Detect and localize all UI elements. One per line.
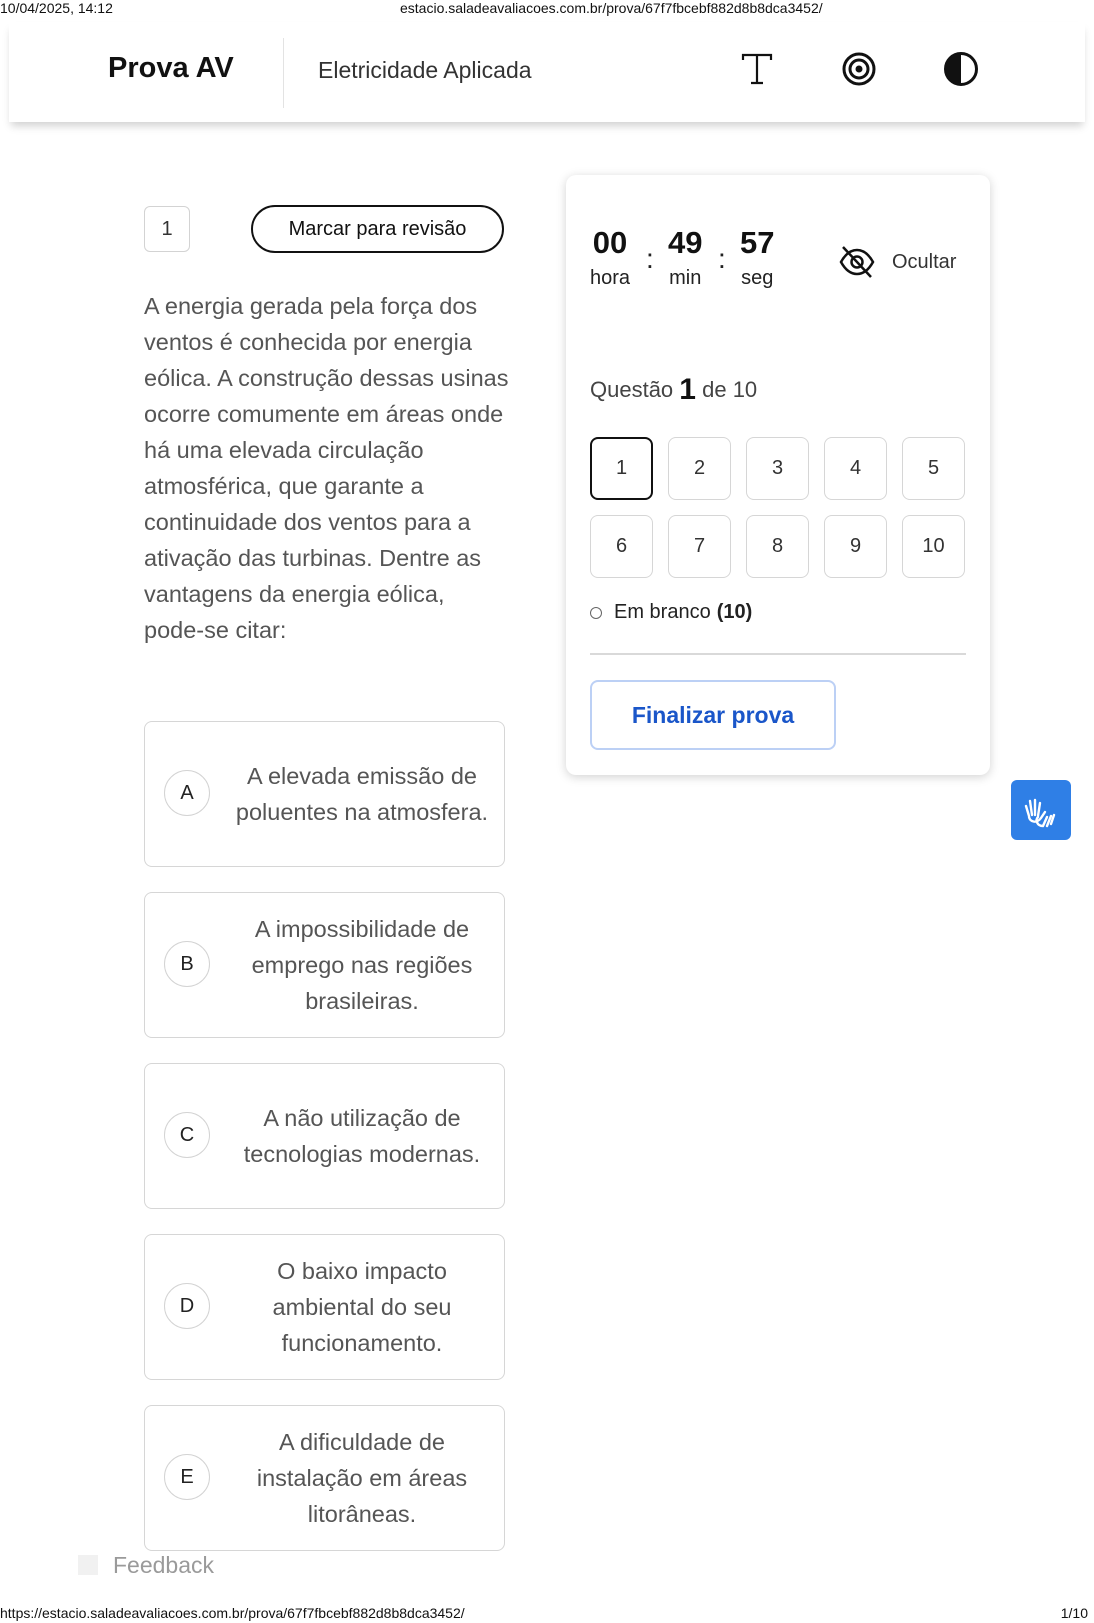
timer-hours — [590, 225, 630, 290]
option-letter: C — [164, 1112, 210, 1158]
question-nav-button[interactable]: 6 — [590, 515, 653, 578]
question-nav-button[interactable]: 1 — [590, 437, 653, 500]
eye-off-icon — [838, 245, 876, 279]
timer-separator: : — [646, 243, 654, 274]
sign-language-icon — [1021, 790, 1061, 830]
timer-seconds — [740, 225, 774, 290]
hide-timer-label: Ocultar — [892, 250, 957, 273]
option-e[interactable] — [144, 1405, 505, 1551]
panel-divider — [590, 653, 966, 655]
question-counter — [590, 373, 757, 407]
option-letter: B — [164, 941, 210, 987]
subject-name: Eletricidade Aplicada — [318, 57, 532, 83]
question-nav-button[interactable]: 9 — [824, 515, 887, 578]
print-footer-url: https://estacio.saladeavaliacoes.com.br/prova/67f7fbcebf882d8b8dca3452/ — [0, 1605, 465, 1621]
question-nav-button[interactable]: 7 — [668, 515, 731, 578]
font-size-icon — [741, 52, 773, 86]
option-letter: E — [164, 1454, 210, 1500]
question-nav-button[interactable]: 8 — [746, 515, 809, 578]
question-counter-prefix: Questão — [590, 377, 674, 402]
question-nav-button[interactable]: 3 — [746, 437, 809, 500]
header-divider — [283, 38, 284, 108]
timer-minutes-label: min — [669, 267, 702, 289]
feedback-button[interactable] — [78, 1545, 214, 1585]
timer-hours-label: hora — [590, 267, 631, 289]
question-text: A energia gerada pela força dos ventos é conhecida por energia eólica. A construção dessas usinas ocorre comumente em áreas onde há uma elevada circulação atmosférica, que garante a continuidade dos ventos para a ativação das turbinas. Dentre as vantagens da energia eólica, pode-se citar: — [144, 293, 509, 643]
blank-legend-count: (10) — [716, 601, 753, 623]
blank-legend — [590, 601, 752, 624]
question-nav-button[interactable]: 2 — [668, 437, 731, 500]
timer-separator: : — [718, 243, 726, 274]
timer-minutes-value: 49 — [668, 225, 703, 260]
option-d[interactable] — [144, 1234, 505, 1380]
option-c[interactable] — [144, 1063, 505, 1209]
timer-seconds-label: seg — [741, 267, 774, 289]
contrast-button[interactable] — [941, 49, 981, 89]
timer-minutes — [668, 225, 702, 290]
target-icon — [841, 51, 877, 87]
timer-hours-value: 00 — [592, 225, 628, 260]
top-bar — [9, 22, 1085, 122]
focus-mode-button[interactable] — [839, 49, 879, 89]
print-date: 10/04/2025, 14:12 — [0, 0, 113, 16]
mark-for-review-button[interactable]: Marcar para revisão — [251, 205, 504, 253]
blank-legend-label: Em branco — [614, 601, 711, 623]
exam-panel — [566, 175, 990, 775]
option-letter: D — [164, 1283, 210, 1329]
question-counter-total: de 10 — [702, 377, 758, 402]
sign-language-button[interactable] — [1011, 780, 1071, 840]
question-number: 1 — [144, 206, 190, 252]
question-nav-button[interactable]: 4 — [824, 437, 887, 500]
option-text: A dificuldade de instalação em áreas litorâneas. — [256, 1429, 468, 1527]
finish-exam-button[interactable]: Finalizar prova — [590, 680, 836, 750]
hide-timer-button[interactable] — [838, 245, 956, 279]
option-a[interactable] — [144, 721, 505, 867]
font-size-button[interactable] — [737, 49, 777, 89]
question-nav-button[interactable]: 5 — [902, 437, 965, 500]
timer-seconds-value: 57 — [740, 225, 775, 260]
page-title: Prova AV — [108, 52, 234, 84]
option-text: A impossibilidade de emprego nas regiões brasileiras. — [251, 916, 473, 1014]
feedback-label: Feedback — [113, 1551, 215, 1578]
print-page-number: 1/10 — [1060, 1605, 1088, 1621]
option-letter: A — [164, 770, 210, 816]
option-text: O baixo impacto ambiental do seu funcionamento. — [272, 1258, 452, 1356]
question-nav-button[interactable]: 10 — [902, 515, 965, 578]
option-b[interactable] — [144, 892, 505, 1038]
option-text: A elevada emissão de poluentes na atmosfera. — [235, 763, 489, 825]
feedback-icon — [78, 1555, 98, 1575]
contrast-icon — [943, 51, 979, 87]
print-footer — [0, 1603, 1094, 1623]
print-header — [0, 0, 1094, 18]
option-text: A não utilização de tecnologias modernas. — [243, 1105, 481, 1167]
question-counter-current: 1 — [679, 373, 696, 406]
print-url: estacio.saladeavaliacoes.com.br/prova/67f7fbcebf882d8b8dca3452/ — [400, 0, 823, 16]
blank-dot-icon — [590, 607, 602, 619]
